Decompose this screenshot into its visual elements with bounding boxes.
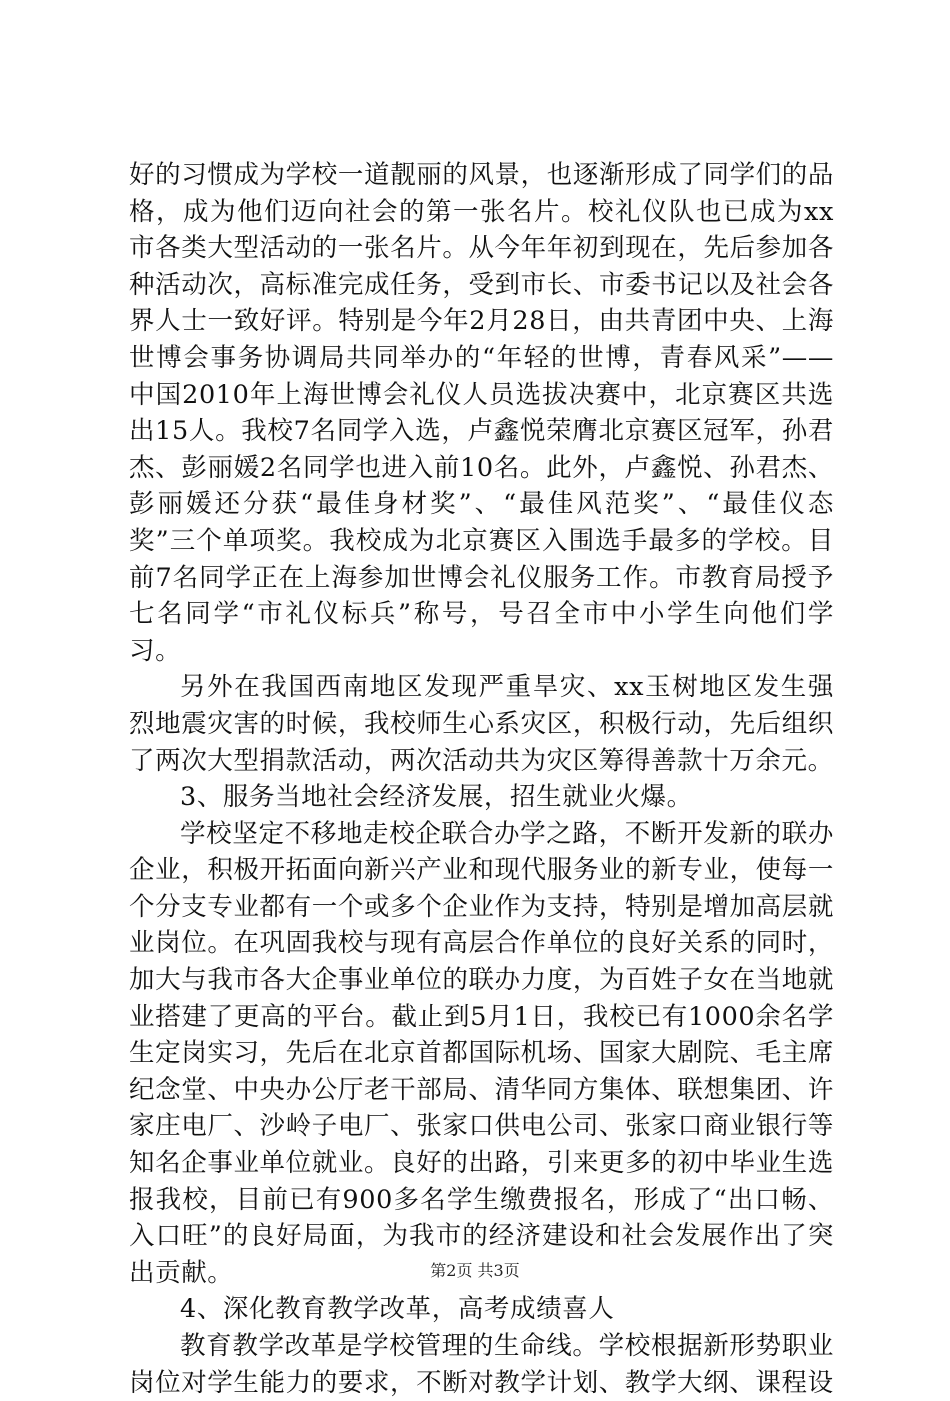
paragraph-school-enterprise: 学校坚定不移地走校企联合办学之路，不断开发新的联办企业，积极开拓面向新兴产业和现代服务业的新专业，使每一个分支专业都有一个或多个企业作为支持，特别是增加高层就业岗位。在巩固我校与现有高层合作单位的良好关系的同时，加大与我市各大企事业单位的联办力度，为百姓子女在当地就业搭建了更高的平台。截止到5月1日，我校已有1000余名学生定岗实习，先后在北京首都国际机场、国家大剧院、毛主席纪念堂、中央办公厅老干部局、清华同方集体、联想集团、许家庄电厂、沙岭子电厂、张家口供电公司、张家口商业银行等知名企事业单位就业。良好的出路，引来更多的初中毕业生选报我校，目前已有900多名学生缴费报名，形成了“出口畅、入口旺”的良好局面，为我市的经济建设和社会发展作出了突出贡献。 [129,818,834,1288]
section-heading-4: 4、深化教育教学改革，高考成绩喜人 [180,1294,615,1325]
section-heading-3: 3、服务当地社会经济发展，招生就业火爆。 [180,782,693,813]
page-number-footer: 第2页 共3页 [430,1261,520,1280]
document-body [129,157,834,1401]
paragraph-disaster-donation: 另外在我国西南地区发现严重旱灾、xx玉树地区发生强烈地震灾害的时候，我校师生心系灾区，积极行动，先后组织了两次大型捐款活动，两次活动共为灾区筹得善款十万余元。 [129,672,834,776]
paragraph-etiquette-team: 好的习惯成为学校一道靓丽的风景，也逐渐形成了同学们的品格，成为他们迈向社会的第一张名片。校礼仪队也已成为xx市各类大型活动的一张名片。从今年年初到现在，先后参加各种活动次，高标准完成任务，受到市长、市委书记以及社会各界人士一致好评。特别是今年2月28日，由共青团中央、上海世博会事务协调局共同举办的“年轻的世博，青春风采”——中国2010年上海世博会礼仪人员选拔决赛中，北京赛区共选出15人。我校7名同学入选，卢鑫悦荣膺北京赛区冠军，孙君杰、彭丽媛2名同学也进入前10名。此外，卢鑫悦、孙君杰、彭丽媛还分获“最佳身材奖”、“最佳风范奖”、“最佳仪态奖”三个单项奖。我校成为北京赛区入围选手最多的学校。目前7名同学正在上海参加世博会礼仪服务工作。市教育局授予七名同学“市礼仪标兵”称号，号召全市中小学生向他们学习。 [129,160,834,666]
paragraph-teaching-reform: 教育教学改革是学校管理的生命线。学校根据新形势职业岗位对学生能力的要求，不断对教学计划、教学大纲、课程设 [129,1331,834,1398]
